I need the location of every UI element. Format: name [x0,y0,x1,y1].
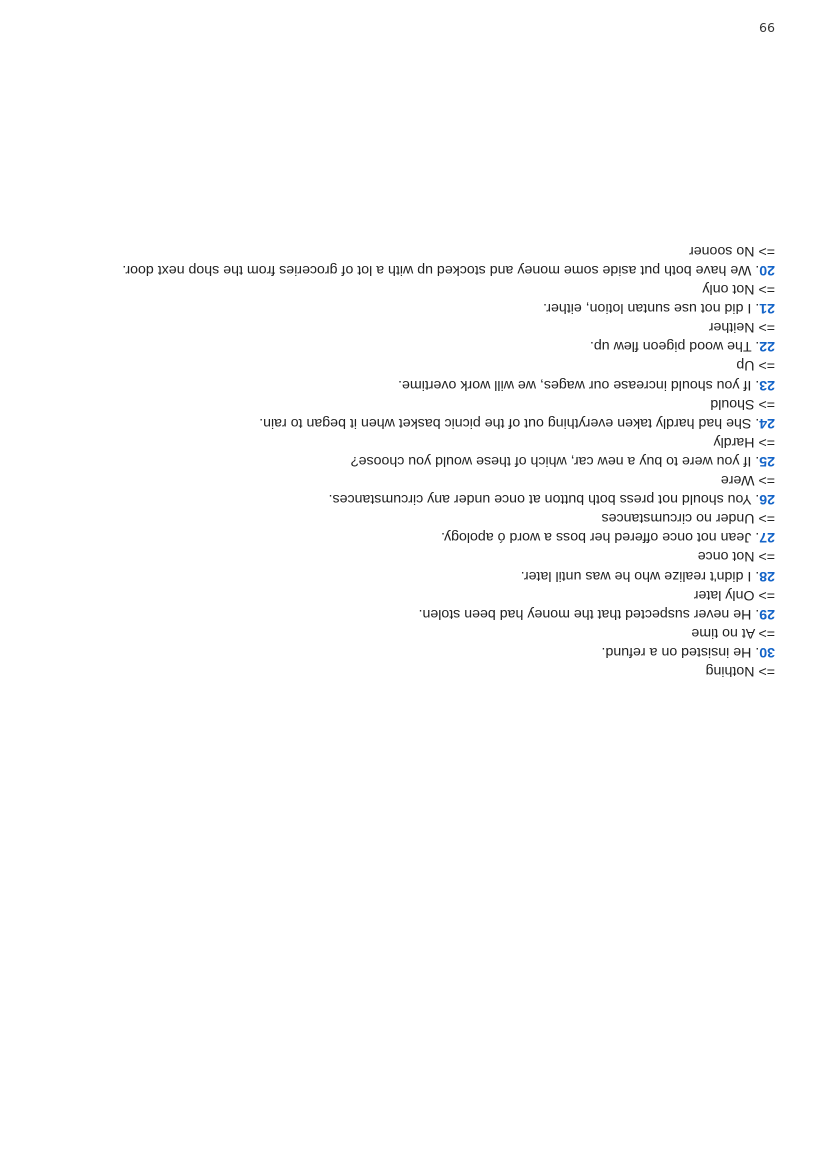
question-text: . If you should increase our wages, we will work overtime. [398,376,760,393]
question-number: 24 [759,414,775,431]
question-number: 21 [759,300,775,317]
answer-line: => Nothing [705,663,775,679]
answer-line: => Not once [697,548,775,565]
answer-line: => Only later [693,586,775,603]
question-number: 28 [759,567,775,584]
question-line [47,527,775,546]
question-text: . He never suspected that the money had been stolen. [418,605,760,622]
question-line [47,565,775,584]
question-text: . If you were to buy a new car, which of these would you choose? [350,452,760,469]
answer-line: => Were [720,472,775,489]
question-line [47,489,775,508]
page-number: 99 [759,20,775,35]
answer-line: => Up [736,357,775,374]
question-text: . She had hardly taken everything out of the picnic basket when it began to rain. [259,414,760,431]
question-number: 30 [759,643,775,660]
question-line [47,298,775,317]
question-text: . The wood pigeon flew up. [589,338,760,355]
answer-line: => No sooner [689,242,775,259]
answer-line: => Should [710,395,775,412]
answer-line: => At no time [691,624,775,641]
question-text: . I didn't realize who he was until later. [520,567,760,584]
answer-line: => Neither [708,319,775,336]
question-text: . You should not press both button at once under any circumstances. [328,491,760,508]
answer-line: => Not only [702,281,775,298]
question-text: . We have both put aside some money and stocked up with a lot of groceries from the shop next door. [122,262,760,279]
question-text: . He insisted on a refund. [601,643,760,660]
question-text: . I did not use suntan lotion, either. [543,300,760,317]
question-number: 29 [759,605,775,622]
question-line [47,413,775,432]
question-line [47,451,775,470]
question-line [47,604,775,623]
answer-line: => Under no circumstances [601,510,775,527]
question-number: 20 [759,262,775,279]
question-number: 22 [759,338,775,355]
question-number: 27 [759,529,775,546]
question-number: 26 [759,491,775,508]
answer-line: => Hardly [713,433,775,450]
question-text: . Jean not once offered her boss a word ó apology. [441,529,760,546]
question-number: 23 [759,376,775,393]
question-line [47,642,775,661]
question-number: 25 [759,452,775,469]
exercise-list [47,241,775,680]
question-line [47,260,775,279]
question-line [47,375,775,394]
question-line [47,336,775,355]
